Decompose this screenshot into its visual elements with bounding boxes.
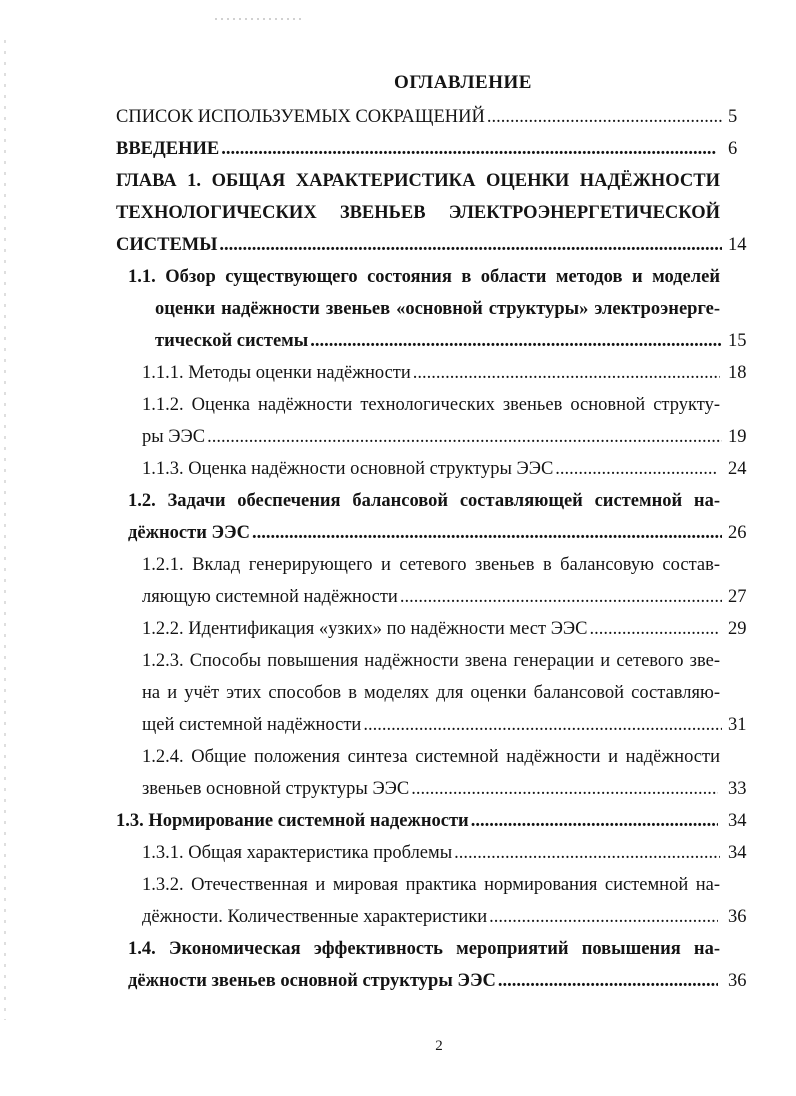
toc-entry-label: 1.2.1. Вклад генерирующего и сетевого звеньев в балансовую состав- [142, 555, 720, 575]
toc-page-number: 31 [728, 715, 747, 735]
toc-entry-1-1-1[interactable] [142, 360, 720, 386]
leader-dots [454, 840, 720, 866]
toc-entry-1-2-line-1[interactable] [128, 488, 720, 514]
toc-entry-label: 1.3. Нормирование системной надежности [116, 811, 469, 831]
toc-entry-label: СИСТЕМЫ [116, 235, 218, 255]
leader-dots [219, 232, 722, 258]
leader-dots [471, 808, 718, 834]
toc-page-number: 26 [728, 523, 747, 543]
toc-page-number: 27 [728, 587, 747, 607]
toc-entry-label: звеньев основной структуры ЭЭС [142, 779, 410, 799]
toc-entry-1-4-line-1[interactable] [128, 936, 720, 962]
toc-entry-label: дёжности. Количественные характеристики [142, 907, 488, 927]
toc-entry-1-2-line-2[interactable] [128, 520, 722, 546]
toc-entry-label: 1.2.4. Общие положения синтеза системной надёжности и надёжности [142, 747, 720, 767]
toc-entry-label: 1.3.1. Общая характеристика проблемы [142, 843, 453, 863]
toc-entry-chapter-1-line-1[interactable] [116, 168, 720, 194]
scan-top-artifact [215, 18, 305, 20]
toc-entry-label: ры ЭЭС [142, 427, 206, 447]
toc-page-number: 36 [728, 971, 747, 991]
toc-entry-label: 1.1.2. Оценка надёжности технологических звеньев основной структу- [142, 395, 720, 415]
toc-entry-label: ляющую системной надёжности [142, 587, 398, 607]
toc-entry-introduction[interactable] [116, 136, 716, 162]
toc-entry-label: дёжности ЭЭС [128, 523, 250, 543]
toc-entry-label: 1.2. Задачи обеспечения балансовой составляющей системной на- [128, 491, 720, 511]
toc-entry-label: дёжности звеньев основной структуры ЭЭС [128, 971, 496, 991]
toc-entry-label: 1.2.2. Идентификация «узких» по надёжности мест ЭЭС [142, 619, 588, 639]
toc-entry-label: 1.1. Обзор существующего состояния в области методов и моделей [128, 267, 720, 287]
toc-entry-label: 1.1.3. Оценка надёжности основной структуры ЭЭС [142, 459, 554, 479]
leader-dots [400, 584, 722, 610]
toc-entry-abbreviations[interactable] [116, 104, 722, 130]
toc-page-number: 14 [728, 235, 747, 255]
toc-entry-label: тической системы [155, 331, 309, 351]
toc-page-number: 34 [728, 811, 747, 831]
leader-dots [489, 904, 718, 930]
toc-entry-label: 1.4. Экономическая эффективность мероприятий повышения на- [128, 939, 720, 959]
toc-entry-1-2-3-line-3[interactable] [142, 712, 722, 738]
toc-entry-1-2-3-line-1[interactable] [142, 648, 720, 674]
toc-page-number: 19 [728, 427, 747, 447]
leader-dots [363, 712, 722, 738]
page-number: 2 [435, 1038, 443, 1054]
toc-entry-1-2-1-line-2[interactable] [142, 584, 722, 610]
toc-page-number: 36 [728, 907, 747, 927]
leader-dots [252, 520, 722, 546]
toc-entry-1-1-line-1[interactable] [128, 264, 720, 290]
toc-entry-1-3[interactable] [116, 808, 718, 834]
toc-page-number: 6 [728, 139, 738, 159]
toc-entry-1-1-2-line-1[interactable] [142, 392, 720, 418]
toc-entry-1-2-3-line-2[interactable] [142, 680, 720, 706]
toc-page-number: 29 [728, 619, 747, 639]
toc-entry-label: оценки надёжности звеньев «основной структуры» электроэнерге- [155, 299, 720, 319]
toc-entry-1-4-line-2[interactable] [128, 968, 718, 994]
leader-dots [487, 104, 722, 130]
scan-edge-artifact [4, 40, 6, 1020]
toc-entry-label: 1.2.3. Способы повышения надёжности звена генерации и сетевого зве- [142, 651, 720, 671]
toc-entry-label: щей системной надёжности [142, 715, 362, 735]
toc-entry-chapter-1-line-2[interactable] [116, 200, 720, 226]
toc-entry-1-3-2-line-1[interactable] [142, 872, 720, 898]
toc-page-number: 15 [728, 331, 747, 351]
toc-entry-label: ВВЕДЕНИЕ [116, 139, 220, 159]
leader-dots [555, 456, 718, 482]
toc-page-number: 24 [728, 459, 747, 479]
toc-page-number: 5 [728, 107, 738, 127]
leader-dots [411, 776, 718, 802]
toc-entry-1-1-3[interactable] [142, 456, 718, 482]
toc-title: ОГЛАВЛЕНИЕ [394, 72, 532, 93]
toc-entry-1-3-1[interactable] [142, 840, 720, 866]
toc-page-number: 18 [728, 363, 747, 383]
toc-entry-1-1-line-3[interactable] [155, 328, 722, 354]
toc-entry-1-2-4-line-2[interactable] [142, 776, 718, 802]
leader-dots [413, 360, 720, 386]
leader-dots [310, 328, 722, 354]
toc-entry-1-3-2-line-2[interactable] [142, 904, 718, 930]
leader-dots [221, 136, 716, 162]
toc-entry-1-2-4-line-1[interactable] [142, 744, 720, 770]
leader-dots [498, 968, 718, 994]
toc-entry-1-2-2[interactable] [142, 616, 718, 642]
toc-page-number: 34 [728, 843, 747, 863]
toc-entry-label: 1.3.2. Отечественная и мировая практика нормирования системной на- [142, 875, 720, 895]
toc-entry-1-1-line-2[interactable] [155, 296, 720, 322]
toc-entry-label: на и учёт этих способов в моделях для оценки балансовой составляю- [142, 683, 720, 703]
toc-entry-label: ГЛАВА 1. ОБЩАЯ ХАРАКТЕРИСТИКА ОЦЕНКИ НАДЁЖНОСТИ [116, 171, 720, 191]
toc-entry-chapter-1-line-3[interactable] [116, 232, 722, 258]
toc-page-number: 33 [728, 779, 747, 799]
leader-dots [207, 424, 722, 450]
toc-entry-1-1-2-line-2[interactable] [142, 424, 722, 450]
leader-dots [589, 616, 718, 642]
toc-entry-label: 1.1.1. Методы оценки надёжности [142, 363, 411, 383]
toc-entry-1-2-1-line-1[interactable] [142, 552, 720, 578]
toc-entry-label: СПИСОК ИСПОЛЬЗУЕМЫХ СОКРАЩЕНИЙ [116, 107, 485, 127]
toc-entry-label: ТЕХНОЛОГИЧЕСКИХ ЗВЕНЬЕВ ЭЛЕКТРОЭНЕРГЕТИЧЕСКОЙ [116, 203, 720, 223]
